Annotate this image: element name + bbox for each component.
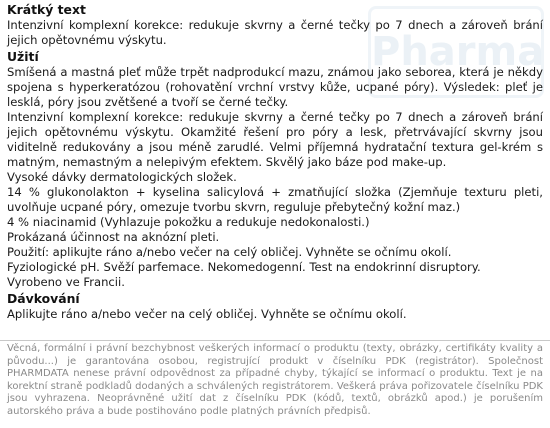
paragraph: Smíšená a mastná pleť může trpět nadprodukcí mazu, známou jako seborea, která je někdy spojena s hyperkeratózou (rohovatění vrchní vrstvy kůže, ucpané póry). Výsledek: pleť je lesklá, póry jsou zvětšené a tvoří se černé tečky. <box>7 65 543 109</box>
paragraph: Prokázaná účinnost na aknózní pleti. <box>7 230 220 244</box>
paragraph: 4 % niacinamid (Vyhlazuje pokožku a redukuje nedokonalosti.) <box>7 215 370 229</box>
paragraph: 14 % glukonolakton + kyselina salicylová + zmatňující složka (Zjemňuje texturu pleti, uvolňuje ucpané póry, omezuje tvorbu skvrn, reguluje přebytečný kožní maz.) <box>7 185 543 214</box>
legal-disclaimer: Věcná, formální i právní bezchybnost veškerých informací o produktu (texty, obrázky, certifikáty kvality a původu...) je garantována osobou, registrující produkt v číselníku PDK (registrátor). Společnost PHARMDATA nenese právní odpovědnost za případné chyby, týkající se informací o produktu. Text je na korektní straně podkladů dodaných a schválených registrátorem. Veškerá práva pořizovatele číselníku PDK jsou vyhrazena. Neoprávněné užití dat z číselníku PDK (kódů, textů, obrázků apod.) je porušením autorského práva a bude postihováno podle platných právních předpisů. <box>7 343 543 417</box>
section-heading: Užití <box>7 49 39 64</box>
divider <box>0 340 550 341</box>
watermark-logo: Pharma <box>368 6 544 98</box>
section-heading: Dávkování <box>7 291 80 306</box>
paragraph: Použití: aplikujte ráno a/nebo večer na celý obličej. Vyhněte se očnímu okolí. <box>7 245 452 259</box>
section-dosage <box>7 291 543 322</box>
paragraph: Aplikujte ráno a/nebo večer na celý obličej. Vyhněte se očnímu okolí. <box>7 307 407 321</box>
paragraph: Intenzivní komplexní korekce: redukuje skvrny a černé tečky po 7 dnech a zároveň brání jejich opětovnému výskytu. Okamžité řešení pro póry a lesk, přetrvávající skvrny jsou viditelně redukovány a jsou méně zarudlé. Velmi příjemná hydratační textura gel-krém s matným, nemastným a nelepivým efektem. Skvělý jako báze pod make-up. <box>7 110 543 169</box>
paragraph: Vysoké dávky dermatologických složek. <box>7 170 237 184</box>
paragraph: Intenzivní komplexní korekce: redukuje skvrny a černé tečky po 7 dnech a zároveň brání jejich opětovnému výskytu. <box>7 18 543 47</box>
product-description <box>7 2 543 323</box>
section-usage <box>7 49 543 290</box>
section-short-text <box>7 2 543 48</box>
section-heading: Krátký text <box>7 2 86 17</box>
paragraph: Vyrobeno ve Francii. <box>7 275 125 289</box>
paragraph: Fyziologické pH. Svěží parfemace. Nekomedogenní. Test na endokrinní disruptory. <box>7 260 481 274</box>
